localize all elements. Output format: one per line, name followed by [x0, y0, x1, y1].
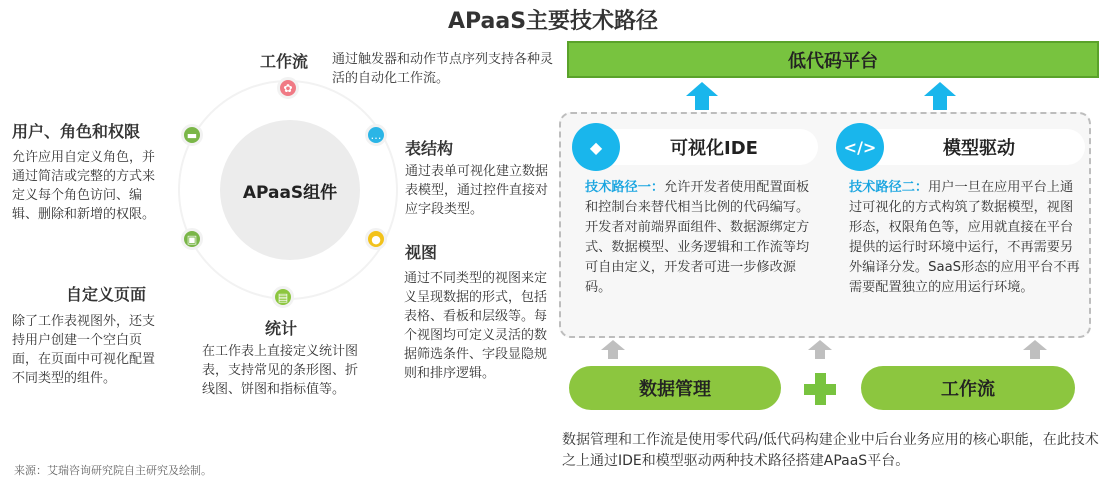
bottom-note: 数据管理和工作流是使用零代码/低代码构建企业中后台业务应用的核心职能，在此技术之上通过IDE和模型驱动两种技术路径搭建APaaS平台。 — [562, 432, 1099, 469]
platform-bar: 低代码平台 — [567, 41, 1099, 78]
data-management-pill: 数据管理 — [569, 366, 781, 410]
ide-text: 允许开发者使用配置面板和控制台来替代相当比例的代码编写。开发者对前端界面组件、数据源绑定方式、数据模型、业务逻辑和工作流等均可自由定义，开发者可进一步修改源码。 — [585, 180, 810, 295]
pin-icon: ● — [365, 228, 387, 250]
workflow-pill: 工作流 — [861, 366, 1075, 410]
ide-desc — [585, 178, 813, 298]
plus-icon — [804, 373, 836, 405]
cube-icon: ◆ — [572, 123, 620, 171]
gray-arrow-2 — [808, 340, 832, 359]
users-desc: 允许应用自定义角色，并通过简洁或完整的方式来定义每个角色访问、编辑、删除和新增的权限。 — [12, 150, 156, 222]
table-title: 表结构 — [405, 139, 454, 158]
ide-title — [590, 129, 818, 165]
custom-page-title: 自定义页面 — [66, 285, 147, 304]
model-title-label: 模型驱动 — [943, 138, 1015, 159]
stats-desc: 在工作表上直接定义统计图表，支持常见的条形图、折线图、饼图和指标值等。 — [202, 344, 359, 397]
users-title: 用户、角色和权限 — [12, 122, 141, 141]
chart-icon: ▤ — [272, 286, 294, 308]
stats-title: 统计 — [265, 319, 298, 338]
page-icon: ▣ — [181, 228, 203, 250]
gear-icon: ✿ — [277, 77, 299, 99]
model-title — [853, 129, 1085, 165]
model-desc — [849, 178, 1081, 298]
code-monitor-icon: </> — [836, 123, 884, 171]
arrow-up-right — [924, 82, 956, 110]
gray-arrow-1 — [601, 340, 625, 359]
arrow-up-left — [686, 82, 718, 110]
model-label: 技术路径二： — [849, 180, 929, 195]
workflow-desc: 通过触发器和动作节点序列支持各种灵活的自动化工作流。 — [332, 52, 554, 86]
folder-icon: ▬ — [181, 124, 203, 146]
workflow-title: 工作流 — [260, 52, 309, 71]
page-title: APaaS主要技术路径 — [447, 9, 659, 34]
core-circle: APaaS组件 — [220, 120, 360, 260]
view-desc: 通过不同类型的视图来定义呈现数据的形式，包括表格、看板和层级等。每个视图均可定义灵活的数据筛选条件、字段显隐规则和排序逻辑。 — [404, 271, 548, 381]
ide-title-label: 可视化IDE — [670, 138, 758, 159]
chat-icon: … — [365, 124, 387, 146]
table-desc: 通过表单可视化建立数据表模型，通过控件直接对应字段类型。 — [405, 164, 549, 217]
source-note: 来源：艾瑞咨询研究院自主研究及绘制。 — [14, 464, 212, 477]
model-text: 用户一旦在应用平台上通过可视化的方式构筑了数据模型，视图形态，权限角色等，应用就直接在平台提供的运行时环境中运行，不再需要另外编译分发。SaaS形态的应用平台不再需要配置独立的应用运行环境。 — [849, 180, 1080, 295]
gray-arrow-3 — [1023, 340, 1047, 359]
custom-page-desc: 除了工作表视图外，还支持用户创建一个空白页面，在页面中可视化配置不同类型的组件。 — [12, 314, 156, 386]
view-title: 视图 — [405, 243, 438, 262]
ide-label: 技术路径一： — [585, 180, 665, 195]
